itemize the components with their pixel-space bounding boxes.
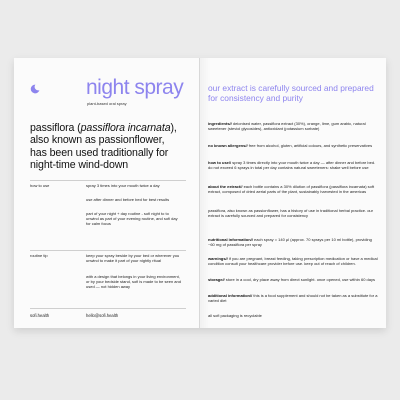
routine-tip-label: routine tip: [30, 253, 48, 258]
routine-tip-text: with a design that belongs in your living environment, or by your bedside stand, sofi is made to be seen and used — not hidden away: [86, 274, 181, 289]
ingredients-section: [208, 121, 378, 131]
divider: [30, 250, 186, 251]
how-to-use-text: use after dinner and before bed for best results: [86, 197, 170, 202]
usage-label: how to use//: [208, 160, 232, 165]
warnings-text: if you are pregnant, breast feeding, taking prescription medication or have a medical condition consult your healthcare provider before use. keep out of reach of children.: [208, 256, 378, 267]
usage-section: [208, 160, 378, 170]
ingredients-text: deionised water, passiflora extract (30%), orange, lime, gum arabic, natural sweetener (steviol glycosides), antioxidant (potassium sorbate): [208, 121, 366, 132]
additional-label: additional information//: [208, 293, 253, 298]
warnings-section: [208, 256, 378, 266]
how-to-use-text: part of your night + day routine - sofi night to to unwind as part of your evening routine, and sofi day for calm focus: [86, 211, 178, 226]
recycling-note: all sofi packaging is recyclable: [208, 313, 262, 318]
storage-label: storage//: [208, 277, 225, 282]
storage-section: [208, 277, 378, 282]
extract-section: [208, 184, 378, 194]
headline-latin-name: passiflora incarnata: [80, 122, 171, 134]
ingredients-label: ingredients//: [208, 121, 232, 126]
allergens-text: free from alcohol, gluten, artificial colours, and synthetic preservatives: [248, 143, 373, 148]
email-link[interactable]: hello@sofi.health: [86, 313, 119, 318]
how-to-use-text: spray 3 times into your mouth twice a day: [86, 183, 160, 188]
extract-text: each bottle contains a 30% dilution of passiflora (passiflora incarnata) soft extract, composed of dried aerial parts of the plant, sustainably harvested in the americas: [208, 184, 375, 195]
allergens-label: no known allergens//: [208, 143, 248, 148]
right-title: our extract is carefully sourced and prepared for consistency and purity: [208, 83, 374, 104]
divider: [30, 308, 186, 309]
divider: [30, 180, 186, 181]
headline-part: passiflora (: [30, 122, 81, 134]
product-subtitle: plant-based oral spray: [87, 101, 127, 106]
nutrition-text: each spray = 140 μl (approx. 70 sprays per 10 ml bottle), providing ~60 mg of passiflora per spray: [208, 237, 372, 248]
headline-part: ), also known as passionflower, has been used traditionally for night-time wind-down: [30, 122, 177, 172]
routine-tip-text: keep your spray beside by your bed or wherever you unwind to make it part of your nightly ritual: [86, 253, 180, 263]
additional-text: this is a food supplement and should not be taken as a substitute for a varied diet: [208, 293, 378, 304]
headline: [30, 122, 180, 172]
website-link[interactable]: sofi.health: [30, 313, 50, 318]
additional-section: [208, 293, 378, 303]
moon-icon: [30, 84, 40, 94]
allergens-section: [208, 143, 378, 148]
usage-text: spray 3 times directly into your mouth twice a day — after dinner and before bed. do not exceed 6 sprays in total per day contains natural sweeteners: shake well before use: [208, 160, 376, 171]
storage-text: store in a cool, dry place away from direct sunlight. once opened, use within 60 days: [225, 277, 375, 282]
extract-label: about the extract//: [208, 184, 243, 189]
how-to-use-label: how to use: [30, 183, 50, 188]
extract-history-text: passiflora, also known as passionflower, has a history of use in traditional herbal practice. our extract is carefully sourced and prepared for consistency: [208, 208, 373, 219]
product-name: night spray: [86, 76, 184, 99]
nutrition-label: nutritional information//: [208, 237, 253, 242]
nutrition-section: [208, 237, 378, 247]
warnings-label: warnings//: [208, 256, 228, 261]
